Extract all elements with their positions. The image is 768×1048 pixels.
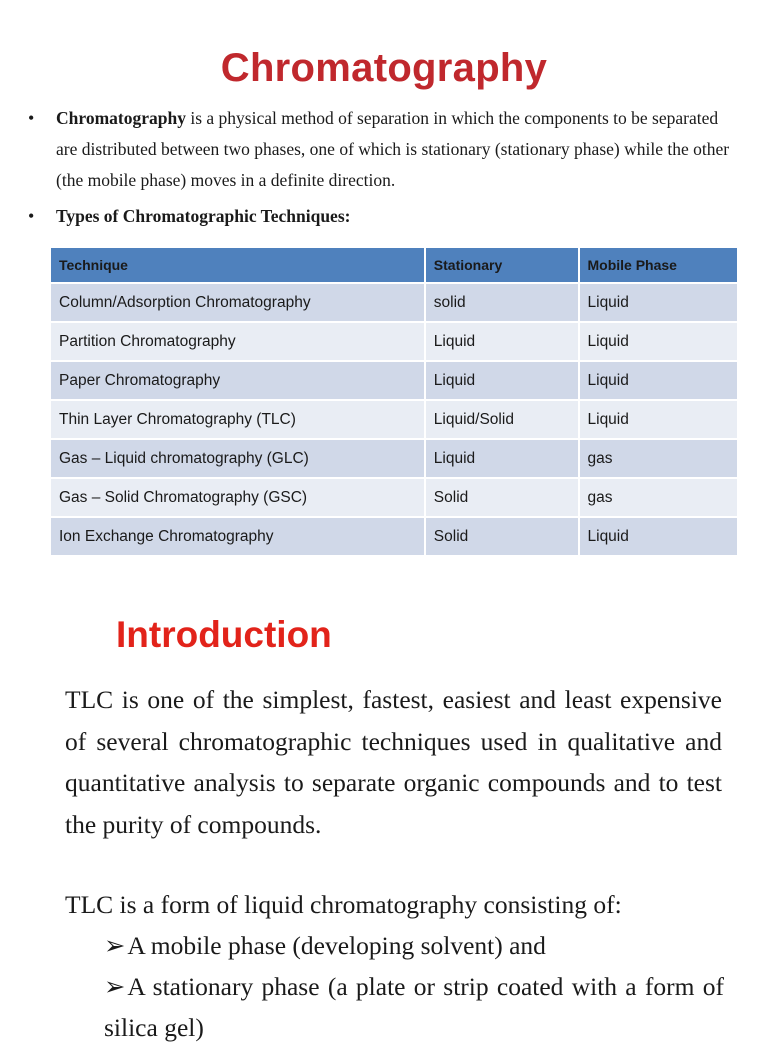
stationary-cell: Solid <box>426 516 580 555</box>
technique-cell: Thin Layer Chromatography (TLC) <box>51 399 426 438</box>
stationary-cell: solid <box>426 282 580 321</box>
bullet-dot: • <box>28 206 35 226</box>
header-mobile-phase: Mobile Phase <box>580 248 738 282</box>
types-heading: Types of Chromatographic Techniques: <box>56 206 351 226</box>
stationary-cell: Liquid <box>426 438 580 477</box>
technique-cell: Column/Adsorption Chromatography <box>51 282 426 321</box>
item-text: A mobile phase (developing solvent) and <box>127 931 546 960</box>
tlc-form-paragraph: TLC is a form of liquid chromatography consisting of: <box>65 890 622 919</box>
arrow-bullet-icon: ➢ <box>104 972 126 1001</box>
definition-term: Chromatography <box>56 108 186 128</box>
technique-cell: Gas – Liquid chromatography (GLC) <box>51 438 426 477</box>
header-stationary: Stationary <box>426 248 580 282</box>
mobile-phase-cell: Liquid <box>580 399 738 438</box>
arrow-bullet-icon: ➢ <box>104 931 126 960</box>
stationary-cell: Solid <box>426 477 580 516</box>
table-row <box>51 477 737 516</box>
technique-cell: Ion Exchange Chromatography <box>51 516 426 555</box>
table-row <box>51 516 737 555</box>
mobile-phase-cell: Liquid <box>580 282 738 321</box>
mobile-phase-cell: Liquid <box>580 360 738 399</box>
stationary-cell: Liquid <box>426 360 580 399</box>
table-row <box>51 438 737 477</box>
technique-cell: Gas – Solid Chromatography (GSC) <box>51 477 426 516</box>
mobile-phase-cell: gas <box>580 477 738 516</box>
techniques-table <box>51 248 737 555</box>
mobile-phase-cell: gas <box>580 438 738 477</box>
mobile-phase-cell: Liquid <box>580 321 738 360</box>
table-row <box>51 399 737 438</box>
bullet-dot: • <box>28 108 35 128</box>
stationary-cell: Liquid <box>426 321 580 360</box>
header-technique: Technique <box>51 248 426 282</box>
stationary-phase-item <box>104 966 724 1048</box>
introduction-title: Introduction <box>116 614 332 655</box>
table-row <box>51 321 737 360</box>
stationary-cell: Liquid/Solid <box>426 399 580 438</box>
mobile-phase-cell: Liquid <box>580 516 738 555</box>
mobile-phase-item <box>104 925 724 966</box>
technique-cell: Paper Chromatography <box>51 360 426 399</box>
item-text: A stationary phase (a plate or strip coated with a form of silica gel) <box>104 972 724 1042</box>
intro-paragraph: TLC is one of the simplest, fastest, easiest and least expensive of several chromatographic techniques used in qualitative and quantitative analysis to separate organic compounds and to test the purity of compounds. <box>65 685 722 839</box>
definition-text <box>56 103 738 196</box>
table-header-row <box>51 248 737 282</box>
technique-cell: Partition Chromatography <box>51 321 426 360</box>
table-row <box>51 360 737 399</box>
table-row <box>51 282 737 321</box>
definition-body: is a physical method of separation in which the components to be separated are distributed between two phases, one of which is stationary (stationary phase) while the other (the mobile phase) moves in a definite direction. <box>56 108 730 190</box>
definition-bullet <box>28 103 738 196</box>
slide-title: Chromatography <box>220 46 548 90</box>
types-bullet <box>28 201 738 232</box>
